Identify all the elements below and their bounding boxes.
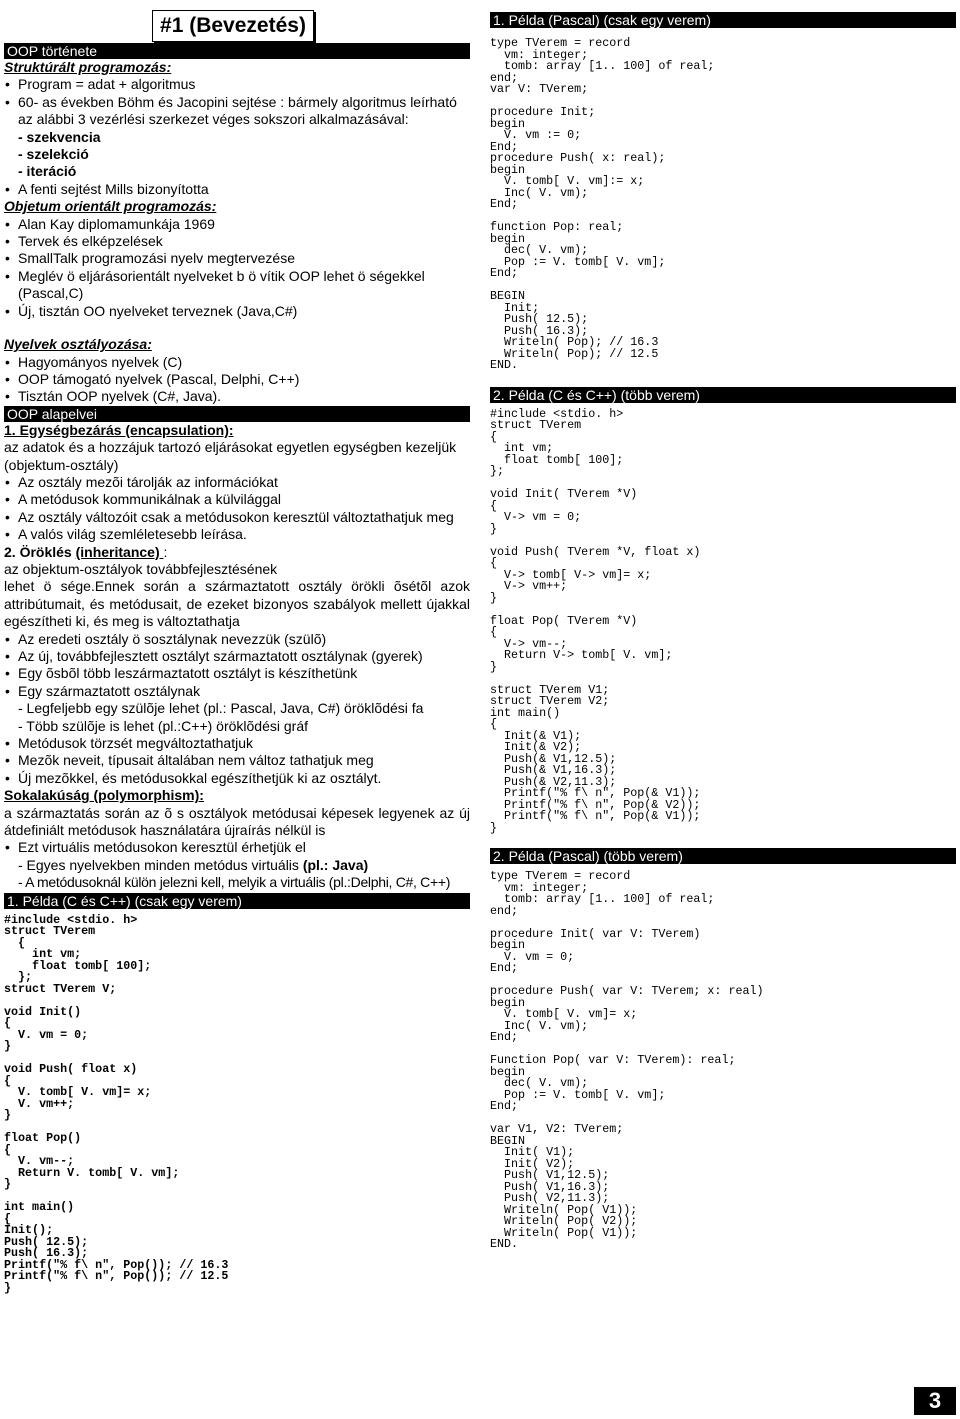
sub-item: - szekvencia <box>18 128 101 145</box>
section-bar-example-1pascal: 1. Példa (Pascal) (csak egy verem) <box>490 12 956 28</box>
code-block-example-1pascal: type TVerem = record vm: integer; tomb: array [1.. 100] of real; end; var V: TVerem; procedure Init; begin V. vm := 0; End; procedure Push( x: real); begin V. tomb[ V. vm]:= x; Inc( V. vm); End; function Pop: real; begin dec( V. vm); Pop := V. tomb[ V. vm]; End; BEGIN Init; Push( 12.5); Push( 16.3); Writeln( Pop); // 16.3 Writeln( Pop); // 12.5 END. <box>490 36 715 372</box>
list-item: • Ezt virtuális metódusokon keresztül érhetjük el <box>4 839 470 856</box>
list-item: • Program = adat + algoritmus <box>4 76 470 93</box>
list-item: • OOP támogató nyelvek (Pascal, Delphi, C++) <box>4 371 470 388</box>
heading-struktural: Struktúrált programozás: <box>4 59 172 75</box>
paragraph: az objektum-osztályok továbbfejlesztésének <box>4 560 278 577</box>
heading-oo: Objetum orientált programozás: <box>4 198 217 215</box>
heading-polymorphism: Sokalakúság (polymorphism): <box>4 787 204 804</box>
paragraph: lehet ö sége.Ennek során a származtatott osztály örökli õsétõl azok attribútumait, és metódusait, de ezeket bizonyos szabályok mellett újakkal egészítheti ki, és meg is változtathatja <box>4 578 470 630</box>
list-item: • Tisztán OOP nyelvek (C#, Java). <box>4 388 470 405</box>
code-block-example-2c: #include <stdio. h> struct TVerem { int vm; float tomb[ 100]; }; void Init( TVerem *V) { V-> vm = 0; } void Push( TVerem *V, float x) { V-> tomb[ V-> vm]= x; V-> vm++; } float Pop( TVerem *V) { V-> vm--; Return V-> tomb[ V. vm]; } struct TVerem V1; struct TVerem V2; int main() { Init(& V1); Init(& V2); Push(& V1,12.5); Push(& V1,16.3); Push(& V2,11.3); Printf("% f\ n", Pop(& V1)); Printf("% f\ n", Pop(& V2)); Printf("% f\ n", Pop(& V1)); } <box>490 406 701 835</box>
list-item: • Az osztály mezõi tárolják az információkat <box>4 474 470 491</box>
sub-item: - A metódusoknál külön jelezni kell, melyik a virtuális (pl.:Delphi, C#, C++) <box>18 874 451 891</box>
list-item: • Új mezõkkel, és metódusokkal egészíthetjük ki az osztályt. <box>4 770 470 787</box>
section-bar-alapelvei: OOP alapelvei <box>4 406 470 422</box>
section-bar-oop-tortenete: OOP története <box>4 43 470 59</box>
list-item: • A valós világ szemléletesebb leírása. <box>4 526 470 543</box>
list-item: • Mezõk neveit, típusait általában nem változ tathatjuk meg <box>4 752 470 769</box>
sub-item: - iteráció <box>18 163 77 180</box>
list-item: • Az osztály változóit csak a metódusokon keresztül változtathatjuk meg <box>4 509 470 526</box>
list-item: • Egy õsbõl több leszármaztatott osztályt is készíthetünk <box>4 665 470 682</box>
sub-item <box>4 857 470 874</box>
section-bar-example-2pascal: 2. Példa (Pascal) (több verem) <box>490 848 956 864</box>
list-item: • Meglév ö eljárásorientált nyelveket b ö vítik OOP lehet ö ségekkel (Pascal,C) <box>4 268 470 303</box>
list-item: • Az eredeti osztály ö sosztálynak nevezzük (szülõ) <box>4 631 470 648</box>
sub-item: - szelekció <box>18 146 89 163</box>
list-item: • Hagyományos nyelvek (C) <box>4 354 470 371</box>
heading-orokles-colon: : <box>163 543 168 560</box>
heading-nyelvek: Nyelvek osztályozása: <box>4 336 152 353</box>
list-item: • A fenti sejtést Mills bizonyította <box>4 181 470 198</box>
list-item: • Az új, továbbfejlesztett osztályt származtatott osztálynak (gyerek) <box>4 648 470 665</box>
list-item: • Tervek és elképzelések <box>4 233 470 250</box>
heading-orokles <box>4 544 470 561</box>
section-bar-example-2c: 2. Példa (C és C++) (több verem) <box>490 387 956 403</box>
list-item: • Egy származtatott osztálynak <box>4 683 470 700</box>
page-number: 3 <box>914 1387 956 1415</box>
heading-orokles-term: (inheritance) <box>75 543 164 560</box>
sub-item-bold: (pl.: Java) <box>302 856 369 873</box>
list-item: • Metódusok törzsét megváltoztathatjuk <box>4 735 470 752</box>
section-bar-example-1c: 1. Példa (C és C++) (csak egy verem) <box>4 893 470 909</box>
left-column <box>4 0 470 1294</box>
page-title: #1 (Bevezetés) <box>152 10 314 42</box>
heading-orokles-num: 2. Öröklés <box>4 543 72 560</box>
list-item: • Új, tisztán OO nyelveket terveznek (Java,C#) <box>4 303 470 320</box>
list-item: • Alan Kay diplomamunkája 1969 <box>4 216 470 233</box>
code-block-example-2pascal: type TVerem = record vm: integer; tomb: array [1.. 100] of real; end; procedure Init( var V: TVerem) begin V. vm = 0; End; procedure Push( var V: TVerem; x: real) begin V. tomb[ V. vm]= x; Inc( V. vm); End; Function Pop( var V: TVerem): real; begin dec( V. vm); Pop := V. tomb[ V. vm]; End; var V1, V2: TVerem; BEGIN Init( V1); Init( V2); Push( V1,12.5); Push( V1,16.3); Push( V2,11.3); Writeln( Pop( V1)); Writeln( Pop( V2)); Writeln( Pop( V1)); END. <box>490 869 764 1251</box>
list-item: • 60- as években Böhm és Jacopini sejtése : bármely algoritmus leírható az alábbi 3 vezérlési szerkezet véges sokszori alkalmazásával: <box>4 94 470 129</box>
sub-item: - Több szülõje is lehet (pl.:C++) öröklõdési gráf <box>18 717 308 734</box>
code-block-example-1c: #include <stdio. h> struct TVerem { int vm; float tomb[ 100]; }; struct TVerem V; void Init() { V. vm = 0; } void Push( float x) { V. tomb[ V. vm]= x; V. vm++; } float Pop() { V. vm--; Return V. tomb[ V. vm]; } int main() { Init(); Push( 12.5); Push( 16.3); Printf("% f\ n", Pop()); // 16.3 Printf("% f\ n", Pop()); // 12.5 } <box>4 912 229 1295</box>
sub-item-text: - Egyes nyelvekben minden metódus virtuális <box>18 856 303 873</box>
heading-egysegbezaras: 1. Egységbezárás (encapsulation): <box>4 421 234 438</box>
paragraph: a származtatás során az õ s osztályok metódusai képesek legyenek az új átdefiniált metódusok használatára újraírás nélkül is <box>4 804 470 839</box>
sub-item: - Legfeljebb egy szülõje lehet (pl.: Pascal, Java, C#) öröklõdési fa <box>18 700 424 717</box>
list-item: • A metódusok kommunikálnak a külvilággal <box>4 491 470 508</box>
right-column <box>490 0 956 1251</box>
paragraph: az adatok és a hozzájuk tartozó eljárásokat egyetlen egységben kezeljük (objektum-osztály) <box>4 439 457 473</box>
list-item: • SmallTalk programozási nyelv megtervezése <box>4 250 470 267</box>
